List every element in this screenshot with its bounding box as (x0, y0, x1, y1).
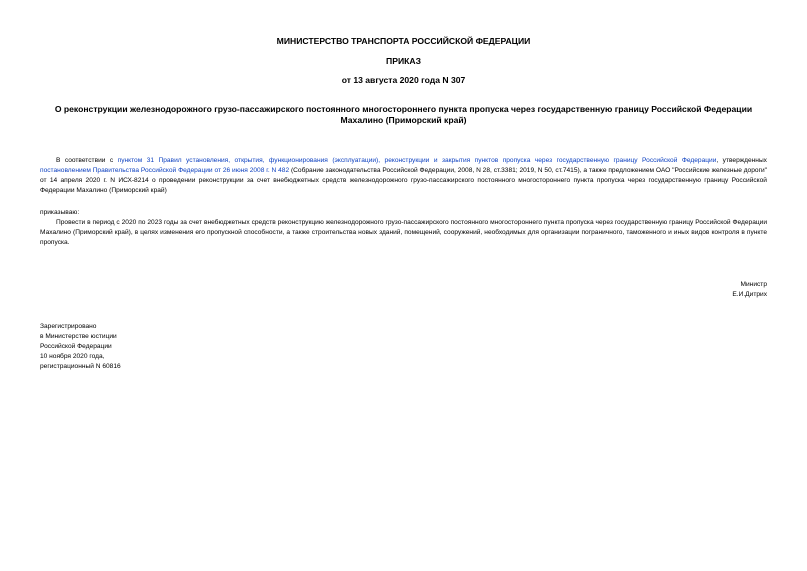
preamble-text-2: , утвержденных (716, 157, 767, 164)
signature-name: Е.И.Дитрих (732, 291, 767, 298)
rules-link[interactable]: пунктом 31 Правил установления, открытия, функционирования (эксплуатации), реконструкции и закрытия пунктов пропуска через государственную границу Российской Федерации (117, 157, 717, 164)
registration-line: Зарегистрировано (40, 323, 97, 330)
doc-type-heading: ПРИКАЗ (386, 56, 421, 66)
order-paragraph: Провести в период с 2020 по 2023 годы за счет внебюджетных средств реконструкцию железнодорожного грузо-пассажирского постоянного многостороннего пункта пропуска через государственную границу Российской Федерации Махалино (Приморский край), в целях изменения его пропускной способности, а также строительства новых зданий, помещений, сооружений, необходимых для организации пограничного, таможенного и иных видов контроля в пункте пропуска. (40, 219, 767, 246)
ministry-heading: МИНИСТЕРСТВО ТРАНСПОРТА РОССИЙСКОЙ ФЕДЕРАЦИИ (276, 36, 531, 46)
signature-block (567, 280, 767, 300)
preamble-text-3: (Собрание законодательства Российской Федерации, 2008, N 28, ст.3381; 2019, N 50, ст.7415), а также предложением ОАО "Российские железные дороги" от 14 апреля 2020 г. N ИСХ-8214 о проведении реконструкции за счет внебюджетных средств железнодорожного грузо-пассажирского постоянного многостороннего пункта пропуска через государственную границу Российской Федерации Махалино (Приморский край) (40, 167, 767, 194)
date-number-heading: от 13 августа 2020 года N 307 (341, 75, 466, 85)
registration-block (40, 322, 340, 372)
registration-line: в Министерстве юстиции (40, 333, 117, 340)
preamble-paragraph (40, 156, 767, 196)
registration-line: регистрационный N 60816 (40, 363, 121, 370)
document-title: О реконструкции железнодорожного грузо-пассажирского постоянного многостороннего пункта пропуска через государственную границу Российской Федерации Махалино (Приморский край) (54, 104, 753, 125)
preamble-text-1: В соответствии с (56, 157, 118, 164)
registration-line: Российской Федерации (40, 343, 112, 350)
order-word: приказываю: (40, 209, 80, 216)
signature-position: Министр (740, 281, 767, 288)
registration-line: 10 ноября 2020 года, (40, 353, 105, 360)
government-decree-link[interactable]: постановлением Правительства Российской Федерации от 26 июня 2008 г. N 482 (40, 167, 290, 174)
